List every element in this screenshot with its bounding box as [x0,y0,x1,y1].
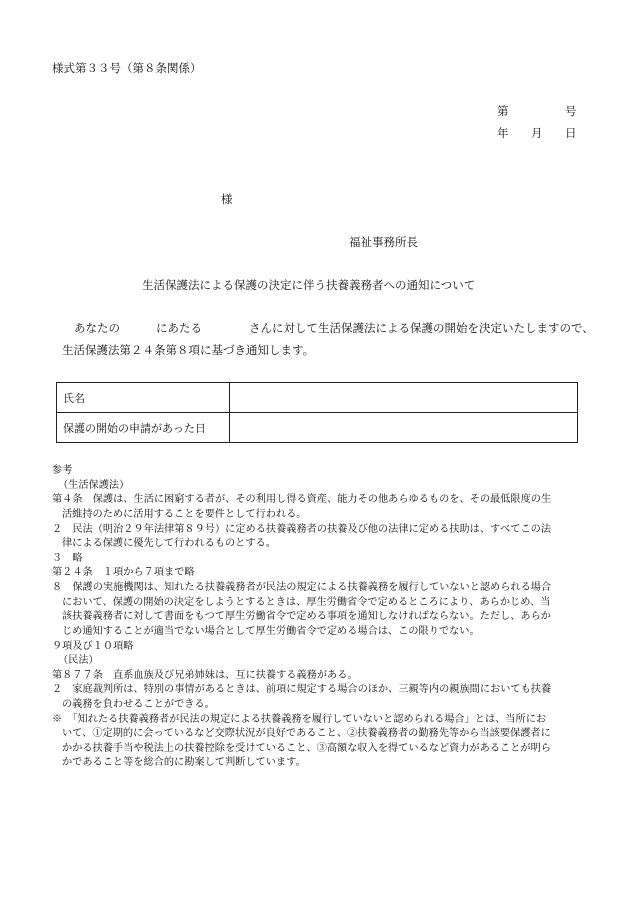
table-row [57,383,578,413]
law-seikatsu-hogo: （生活保護法） [58,480,130,491]
law-minpo: （民法） [58,655,99,666]
body-text-line2: 生活保護法第２４条第８項に基づき通知します。 [62,343,315,357]
table-row [57,413,578,443]
article-24-para8-line4: じめ通知することが適当でない場合として厚生労働省令で定める場合は、この限りでない。 [62,626,480,637]
article-24-para8-line1: ８ 保護の実施機関は、知れたる扶養義務者が民法の規定による扶養義務を履行していないと認められる場合 [52,582,552,593]
number-suffix: 号 [565,104,577,118]
reference-heading: 参考 [52,465,73,476]
note-line1: ※ 「知れたる扶養義務者が民法の規定による扶養義務を履行していないと認められる場合」とは、当所にお [52,714,547,725]
document-title: 生活保護法による保護の決定に伴う扶養義務者への通知について [142,278,476,292]
article-4-line2: 活維持のために活用することを要件として行われる。 [62,509,307,520]
form-number: 様式第３３号（第８条関係） [52,61,202,75]
article-24-para9-10: ９項及び１０項略 [52,641,134,652]
body-text-3: さんに対して生活保護法による保護の開始を決定いたしますので、 [249,321,594,335]
note-line3: かかる扶養手当や税法上の扶養控除を受けていること、③高額な収入を得ているなど資力があることが明ら [62,743,551,754]
article-24: 第２４条 １項から７項まで略 [52,567,195,578]
body-text-1: あなたの [74,321,120,335]
article-877-para2-line2: の義務を負わせることができる。 [62,699,215,710]
sender: 福祉事務所長 [349,235,418,249]
date-month: 月 [531,126,543,140]
article-4-line1: 第４条 保護は、生活に困窮する者が、その利用し得る資産、能力その他あらゆるものを、その最低限度の生 [52,494,552,505]
article-4-para2-line2: 律による保護に優先して行われるものとする。 [62,538,276,549]
article-24-para8-line3: 該扶養義務者に対して書面をもつて厚生労働省令で定める事項を通知しなければならない。ただし、あらか [62,611,551,622]
application-date-label: 保護の開始の申請があった日 [57,413,230,443]
body-text-2: にあたる [156,321,202,335]
article-24-para8-line2: において、保護の開始の決定をしようとするときは、厚生労働省令で定めるところにより、あらかじめ、当 [62,597,551,608]
article-877-line1: 第８７７条 直系血族及び兄弟姉妹は、互に扶養する義務がある。 [52,670,358,681]
article-4-para2-line1: ２ 民法（明治２９年法律第８９号）に定める扶養義務者の扶養及び他の法律に定める扶助は、すべてこの法 [52,524,551,535]
article-877-para2-line1: ２ 家庭裁判所は、特別の事情があるときは、前項に規定する場合のほか、三親等内の親族間においても扶養 [52,684,552,695]
name-label: 氏名 [57,383,230,413]
date-day: 日 [565,126,577,140]
note-line2: いて、①定期的に会っているなど交際状況が良好であること、②扶養義務者の勤務先等から当該要保護者に [62,728,551,739]
note-line4: かであること等を総合的に勘案して判断しています。 [62,757,306,768]
application-date-value [230,413,578,443]
article-4-para3: ３ 略 [52,553,83,564]
name-value [230,383,578,413]
number-prefix: 第 [497,104,509,118]
date-year: 年 [497,126,509,140]
addressee-suffix: 様 [221,192,233,206]
info-table [56,382,578,443]
